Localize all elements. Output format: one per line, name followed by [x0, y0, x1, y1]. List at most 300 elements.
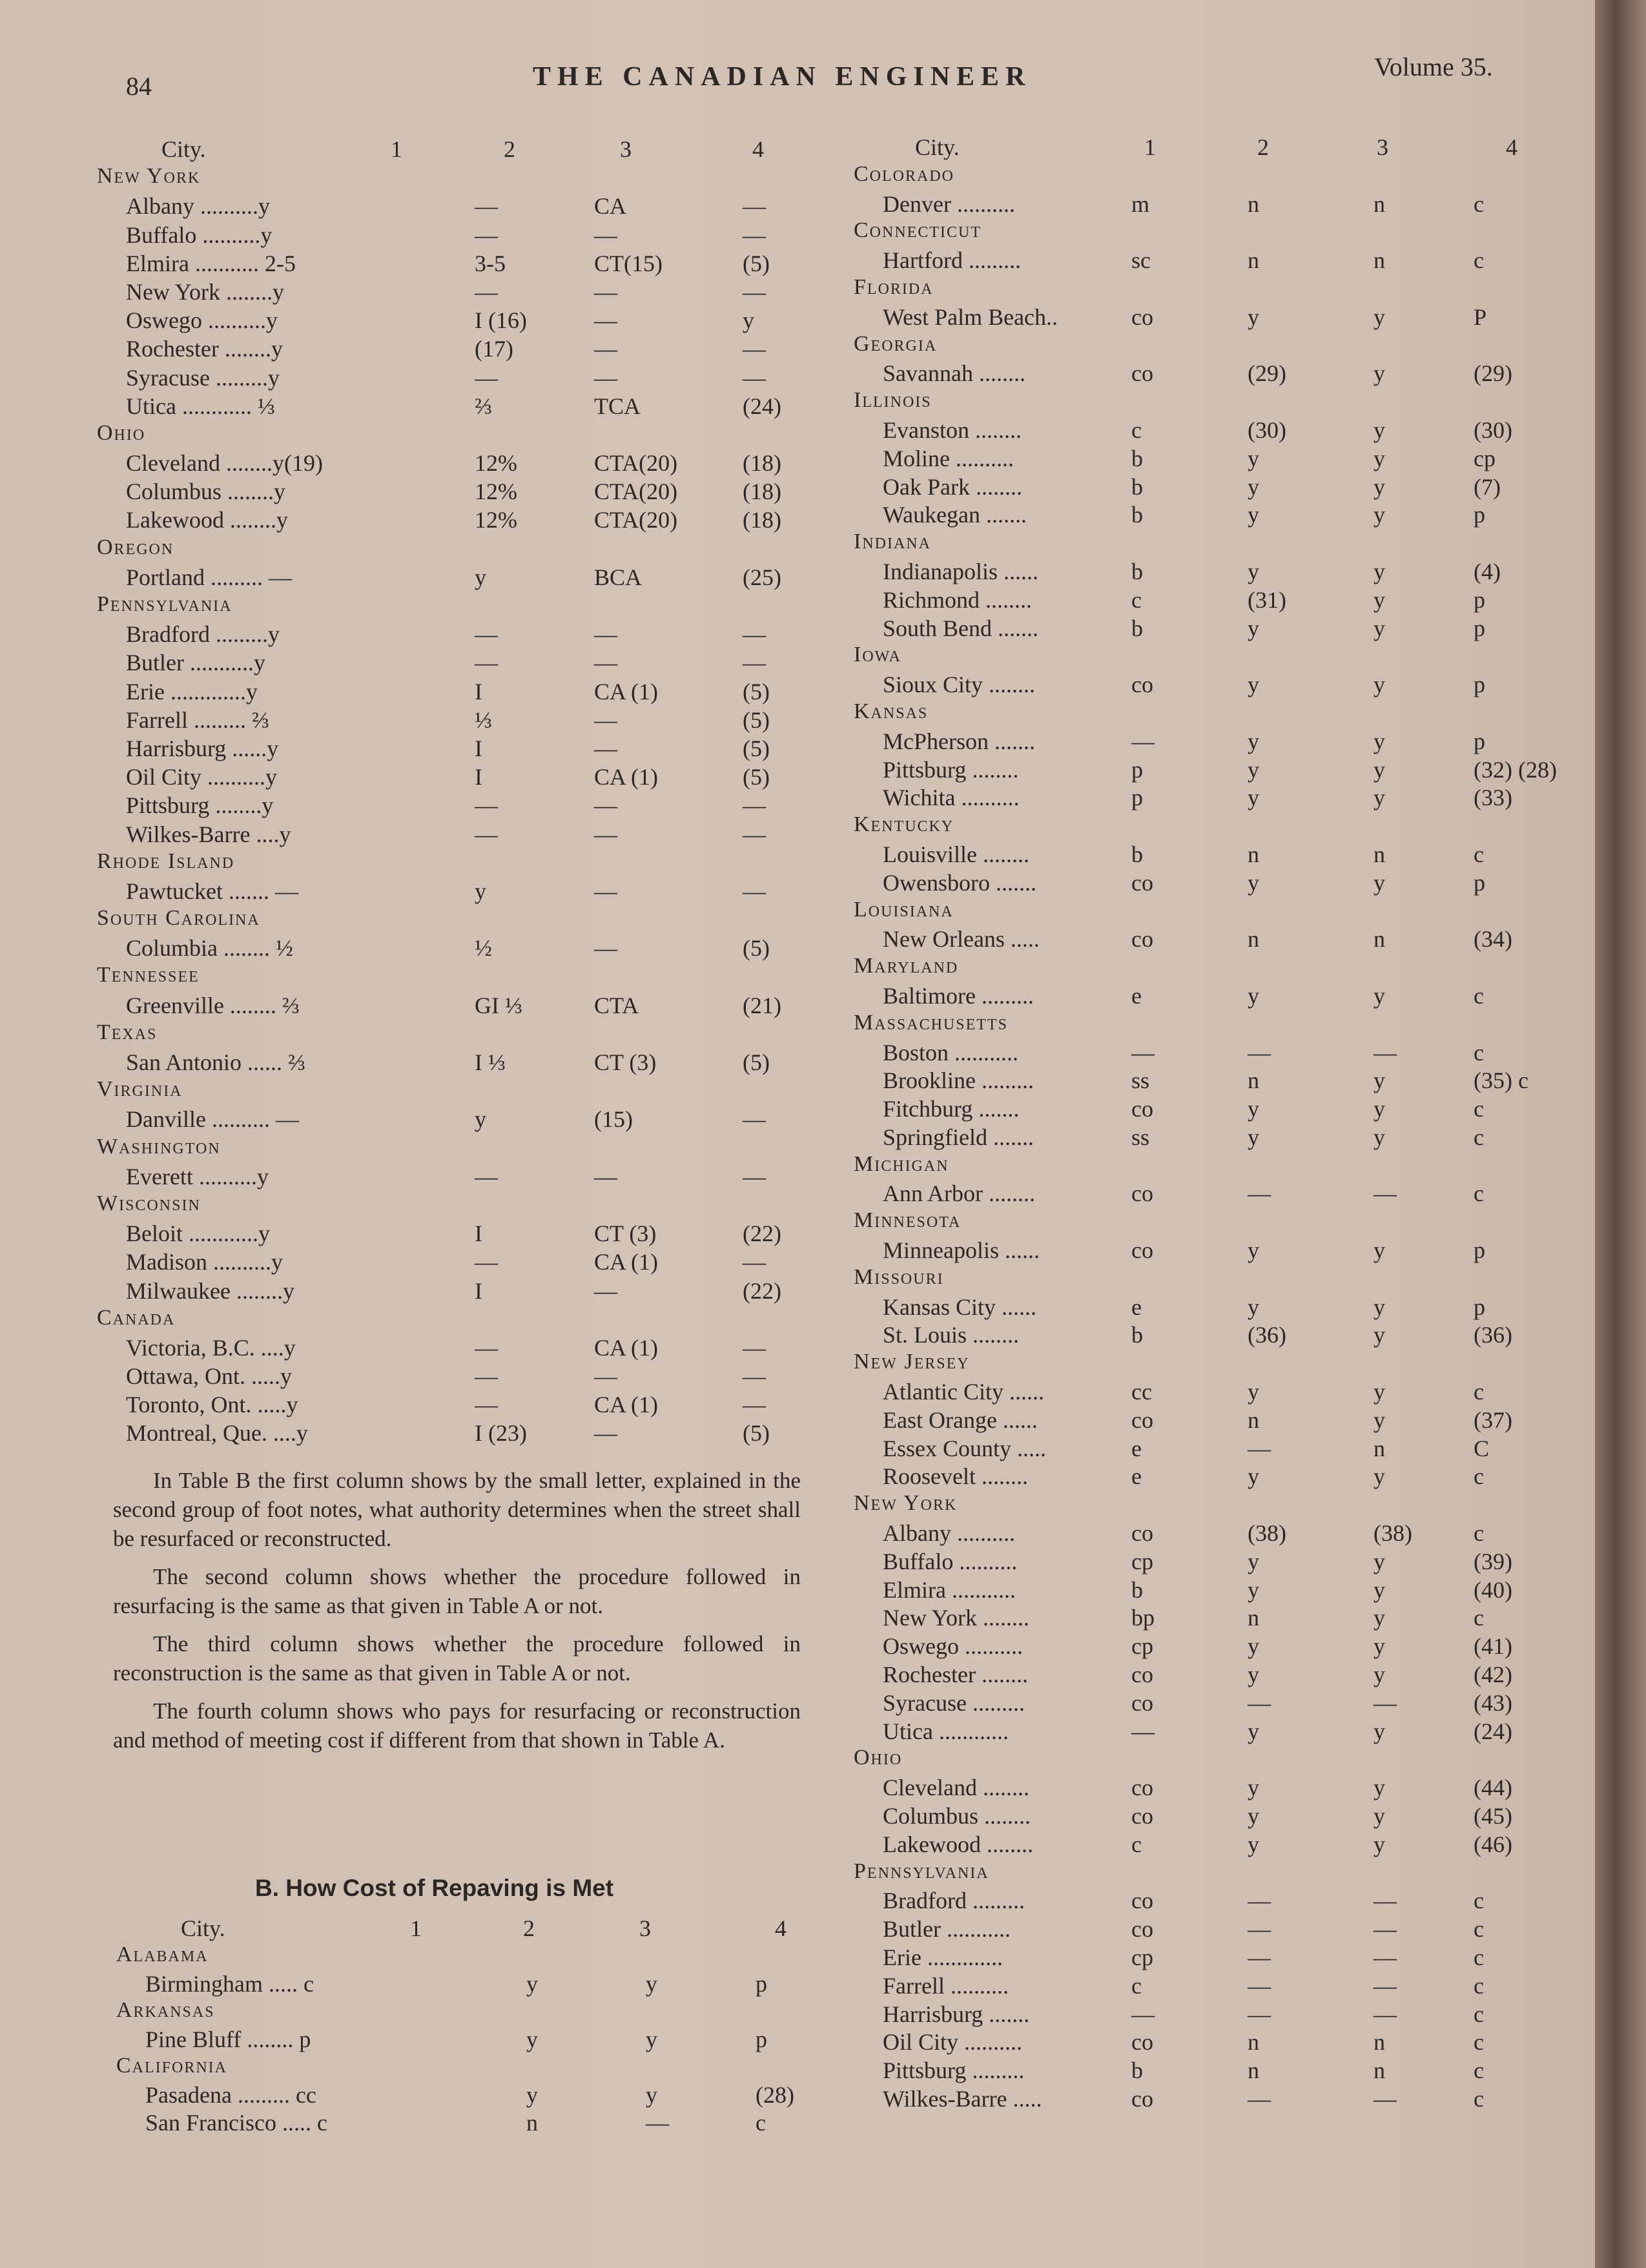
value-cell-c3: CTA(20) — [594, 450, 678, 477]
value-cell-c2: I (23) — [475, 1420, 527, 1447]
value-cell-c2: (36) — [1248, 1322, 1286, 1348]
state-name: Kentucky — [854, 812, 954, 837]
value-cell-c4: — — [743, 278, 766, 305]
value-cell-c4: c — [1474, 1124, 1484, 1150]
table-row — [97, 792, 814, 820]
value-cell-c4: — — [743, 1163, 766, 1190]
table-row — [854, 1915, 1577, 1944]
value-cell-c2: GI ⅓ — [475, 992, 522, 1018]
value-cell-c3: y — [1373, 1124, 1385, 1150]
column-header: 4 — [1506, 134, 1517, 160]
value-cell-c2: 12% — [475, 450, 517, 477]
value-cell-c4: — — [743, 621, 766, 648]
value-cell-c1: b — [1131, 473, 1143, 500]
city-cell: Denver .......... — [883, 191, 1015, 217]
state-name: Pennsylvania — [97, 592, 232, 616]
value-cell-c2: — — [1248, 1180, 1271, 1207]
state-name: Virginia — [97, 1077, 183, 1102]
value-cell-c3: y — [1373, 1379, 1385, 1405]
value-cell-c1: bp — [1131, 1605, 1155, 1631]
value-cell-c2: — — [475, 1363, 498, 1390]
city-cell: Ottawa, Ont. .....y — [126, 1363, 292, 1390]
value-cell-c2: y — [526, 2026, 538, 2052]
city-cell: Cleveland ........y(19) — [126, 450, 323, 477]
table-row — [97, 449, 814, 478]
value-cell-c1: e — [1131, 1294, 1142, 1320]
state-name: Texas — [97, 1020, 158, 1044]
value-cell-c3: — — [594, 1363, 617, 1390]
table-row — [854, 360, 1577, 388]
value-cell-c4: (32) (28) — [1474, 756, 1557, 783]
value-cell-c3: y — [1373, 558, 1385, 584]
value-cell-c2: y — [1248, 502, 1259, 528]
column-header: 3 — [1377, 134, 1388, 160]
city-cell: Utica ............ ⅓ — [126, 393, 275, 419]
value-cell-c4: c — [756, 2110, 766, 2136]
value-cell-c2: — — [1248, 2001, 1271, 2027]
value-cell-c2: (29) — [1248, 360, 1286, 387]
city-cell: Buffalo ..........y — [126, 222, 273, 248]
value-cell-c4: (18) — [743, 450, 781, 477]
city-cell: Kansas City ...... — [883, 1294, 1036, 1320]
state-name: Florida — [854, 274, 934, 299]
paragraph: The fourth column shows who pays for resurfacing or reconstruction and method of meeting cost if different from that shown in Table A. — [113, 1698, 801, 1753]
value-cell-c3: y — [1373, 1294, 1385, 1320]
column-header: 4 — [752, 136, 764, 162]
value-cell-c2: y — [475, 1106, 486, 1133]
value-cell-c2: y — [1248, 1096, 1259, 1122]
state-heading-row — [854, 1859, 1577, 1888]
value-cell-c2: (17) — [475, 336, 513, 362]
value-cell-c2: y — [1248, 1463, 1259, 1490]
value-cell-c4: cp — [1474, 445, 1496, 471]
table-header — [116, 1915, 807, 1943]
value-cell-c1: — — [1131, 728, 1155, 754]
value-cell-c2: (31) — [1248, 586, 1286, 613]
value-cell-c1: b — [1131, 445, 1143, 471]
value-cell-c2: I (16) — [475, 307, 527, 334]
city-cell: Bradford .........y — [126, 621, 280, 648]
table-row — [854, 1831, 1577, 1859]
value-cell-c2: y — [1248, 304, 1259, 330]
table-row — [854, 1887, 1577, 1915]
table-row — [854, 982, 1577, 1011]
value-cell-c4: — — [743, 336, 766, 362]
state-heading-row — [97, 421, 814, 449]
value-cell-c3: y — [1373, 445, 1385, 471]
value-cell-c3: — — [594, 336, 617, 362]
value-cell-c4: (5) — [743, 735, 770, 761]
value-cell-c4: c — [1474, 1944, 1484, 1970]
value-cell-c1: co — [1131, 869, 1153, 896]
value-cell-c2: — — [475, 1392, 498, 1418]
city-cell: McPherson ....... — [883, 728, 1035, 754]
value-cell-c4: (7) — [1474, 473, 1501, 500]
value-cell-c1: ss — [1131, 1067, 1150, 1094]
value-cell-c3: — — [594, 278, 617, 305]
value-cell-c2: — — [1248, 1689, 1271, 1716]
city-cell: Farrell ......... ⅔ — [126, 706, 269, 733]
value-cell-c2: y — [1248, 1548, 1259, 1574]
column-header: City. — [915, 134, 960, 160]
city-cell: Birmingham ..... c — [145, 1971, 314, 1997]
value-cell-c3: n — [1373, 247, 1385, 274]
city-cell: Columbus ........ — [883, 1803, 1031, 1830]
value-cell-c1: p — [1131, 785, 1143, 811]
value-cell-c3: y — [1373, 1096, 1385, 1122]
value-cell-c3: TCA — [594, 393, 641, 419]
city-cell: Harrisburg ....... — [883, 2001, 1030, 2027]
value-cell-c3: y — [646, 1971, 657, 1997]
city-cell: Albany .......... — [883, 1520, 1015, 1547]
table-row — [854, 1237, 1577, 1265]
value-cell-c1: co — [1131, 926, 1153, 953]
value-cell-c2: y — [1248, 1831, 1259, 1857]
value-cell-c4: (28) — [756, 2082, 794, 2108]
value-cell-c4: c — [1474, 2085, 1484, 2112]
value-cell-c4: c — [1474, 247, 1484, 274]
value-cell-c1: c — [1131, 417, 1142, 443]
city-cell: Pine Bluff ........ p — [145, 2026, 311, 2052]
state-heading-row — [854, 218, 1577, 247]
value-cell-c2: n — [1248, 926, 1259, 953]
value-cell-c4: — — [743, 1392, 766, 1418]
value-cell-c4: (5) — [743, 935, 770, 962]
value-cell-c2: — — [475, 278, 498, 305]
city-cell: Everett ..........y — [126, 1163, 269, 1190]
table-row — [854, 2028, 1577, 2057]
value-cell-c4: (5) — [743, 1420, 770, 1447]
table-row — [854, 304, 1577, 332]
value-cell-c4: c — [1474, 1605, 1484, 1631]
city-cell: Ann Arbor ........ — [883, 1180, 1035, 1207]
column-header: 2 — [1257, 134, 1269, 160]
value-cell-c2: I — [475, 764, 482, 790]
value-cell-c2: ½ — [475, 935, 492, 962]
table-row — [854, 191, 1577, 219]
table-row — [97, 250, 814, 278]
table-row — [854, 1321, 1577, 1350]
value-cell-c4: (34) — [1474, 926, 1512, 953]
value-cell-c4: c — [1474, 191, 1484, 217]
table-row — [854, 1463, 1577, 1491]
value-cell-c4: (35) c — [1474, 1067, 1528, 1094]
value-cell-c4: (33) — [1474, 785, 1512, 811]
city-cell: Pasadena ......... cc — [145, 2082, 316, 2108]
value-cell-c2: y — [1248, 1718, 1259, 1744]
value-cell-c4: (5) — [743, 1049, 770, 1075]
value-cell-c4: p — [1474, 728, 1485, 754]
city-cell: Utica ............ — [883, 1718, 1009, 1744]
city-cell: Sioux City ........ — [883, 672, 1036, 698]
city-cell: St. Louis ........ — [883, 1322, 1020, 1348]
table-row — [854, 1548, 1577, 1576]
state-name: Rhode Island — [97, 849, 235, 873]
value-cell-c3: n — [1373, 926, 1385, 953]
value-cell-c3: y — [1373, 1775, 1385, 1801]
value-cell-c1: b — [1131, 502, 1143, 528]
table-b — [116, 1915, 807, 2137]
state-name: Michigan — [854, 1151, 949, 1176]
city-cell: Pittsburg ........y — [126, 792, 274, 819]
value-cell-c3: y — [1373, 1718, 1385, 1744]
table-row — [97, 364, 814, 393]
state-heading-row — [97, 1306, 814, 1334]
table-row — [97, 1277, 814, 1306]
city-cell: Waukegan ....... — [883, 502, 1027, 528]
value-cell-c3: CA (1) — [594, 678, 658, 705]
state-name: Canada — [97, 1305, 176, 1330]
table-row — [97, 564, 814, 592]
value-cell-c2: — — [475, 364, 498, 391]
value-cell-c2: y — [1248, 756, 1259, 783]
value-cell-c3: — — [594, 1277, 617, 1304]
table-row — [97, 1391, 814, 1419]
column-header: 1 — [410, 1915, 422, 1941]
value-cell-c2: y — [475, 878, 486, 904]
city-cell: Springfield ....... — [883, 1124, 1034, 1150]
city-cell: Portland ......... — — [126, 564, 292, 590]
state-heading-row — [97, 1191, 814, 1220]
state-name: Colorado — [854, 161, 955, 186]
table-b-continued — [854, 134, 1577, 2114]
column-header: 4 — [775, 1915, 787, 1941]
city-cell: Baltimore ......... — [883, 982, 1034, 1009]
value-cell-c3: CTA — [594, 992, 639, 1018]
value-cell-c3: n — [1373, 2057, 1385, 2084]
table-row — [97, 934, 814, 963]
value-cell-c2: ⅓ — [475, 706, 492, 733]
table-row — [854, 1124, 1577, 1152]
value-cell-c4: (25) — [743, 564, 781, 590]
value-cell-c1: cp — [1131, 1944, 1153, 1970]
state-name: New York — [854, 1491, 958, 1516]
value-cell-c4: (42) — [1474, 1662, 1512, 1688]
value-cell-c3: — — [1373, 1689, 1397, 1716]
table-row — [116, 2026, 807, 2054]
page-number: 84 — [126, 72, 152, 101]
city-cell: Brookline ......... — [883, 1067, 1034, 1094]
value-cell-c2: I — [475, 735, 482, 761]
value-cell-c4: p — [1474, 502, 1485, 528]
table-row — [97, 1419, 814, 1448]
value-cell-c4: — — [743, 193, 766, 220]
value-cell-c2: y — [1248, 1237, 1259, 1264]
value-cell-c1: cp — [1131, 1548, 1153, 1574]
table-row — [854, 247, 1577, 275]
state-heading-row — [854, 388, 1577, 417]
value-cell-c4: p — [1474, 869, 1485, 896]
value-cell-c4: c — [1474, 841, 1484, 867]
value-cell-c4: (29) — [1474, 360, 1512, 387]
value-cell-c2: n — [1248, 841, 1259, 867]
column-header: 1 — [1144, 134, 1156, 160]
value-cell-c2: y — [1248, 615, 1259, 641]
value-cell-c2: — — [475, 821, 498, 847]
table-row — [97, 1049, 814, 1077]
value-cell-c2: n — [1248, 191, 1259, 217]
value-cell-c2: y — [1248, 1803, 1259, 1830]
value-cell-c2: y — [1248, 1662, 1259, 1688]
state-heading-row — [854, 332, 1577, 360]
state-heading-row — [854, 1011, 1577, 1039]
table-row — [116, 2109, 807, 2137]
value-cell-c2: ⅔ — [475, 393, 492, 419]
table-row — [854, 1718, 1577, 1746]
value-cell-c3: y — [1373, 1322, 1385, 1348]
city-cell: New Orleans ..... — [883, 926, 1040, 953]
city-cell: New York ........ — [883, 1605, 1030, 1631]
value-cell-c4: — — [743, 1249, 766, 1275]
column-header: 3 — [639, 1915, 651, 1941]
column-header: City. — [181, 1915, 225, 1941]
city-cell: Louisville ........ — [883, 841, 1029, 867]
table-row — [97, 307, 814, 335]
city-cell: West Palm Beach.. — [883, 304, 1058, 330]
value-cell-c2: y — [1248, 1294, 1259, 1320]
state-heading-row — [97, 963, 814, 991]
state-name: Minnesota — [854, 1208, 962, 1233]
table-row — [854, 2085, 1577, 2114]
value-cell-c2: — — [475, 193, 498, 220]
city-cell: Columbia ........ ½ — [126, 935, 293, 962]
value-cell-c2: 12% — [475, 507, 517, 533]
city-cell: Cleveland ........ — [883, 1775, 1029, 1801]
state-name: Louisiana — [854, 897, 954, 922]
value-cell-c4: (36) — [1474, 1322, 1512, 1348]
table-row — [97, 1163, 814, 1191]
value-cell-c2: I — [475, 678, 482, 705]
value-cell-c3: y — [1373, 1548, 1385, 1574]
value-cell-c1: b — [1131, 2057, 1143, 2084]
state-name: New Jersey — [854, 1350, 970, 1374]
value-cell-c2: — — [475, 650, 498, 676]
table-row — [97, 506, 814, 535]
value-cell-c2: — — [475, 1249, 498, 1275]
value-cell-c2: y — [1248, 728, 1259, 754]
table-row — [97, 621, 814, 649]
value-cell-c3: y — [1373, 1605, 1385, 1631]
city-cell: Butler ........... — [883, 1916, 1011, 1943]
value-cell-c2: — — [1248, 1039, 1271, 1066]
state-heading-row — [116, 1998, 807, 2026]
value-cell-c1: co — [1131, 1775, 1153, 1801]
state-heading-row — [97, 164, 814, 192]
value-cell-c3: — — [594, 1163, 617, 1190]
value-cell-c1: — — [1131, 2001, 1155, 2027]
city-cell: Toronto, Ont. .....y — [126, 1392, 298, 1418]
table-row — [854, 1633, 1577, 1661]
table-row — [854, 1689, 1577, 1718]
value-cell-c4: (30) — [1474, 417, 1512, 443]
value-cell-c3: n — [1373, 841, 1385, 867]
state-name: California — [116, 2054, 228, 2077]
value-cell-c2: y — [1248, 1576, 1259, 1603]
city-cell: Fitchburg ....... — [883, 1096, 1020, 1122]
value-cell-c4: p — [1474, 672, 1485, 698]
value-cell-c4: (5) — [743, 706, 770, 733]
table-row — [854, 1039, 1577, 1067]
city-cell: Moline .......... — [883, 445, 1014, 471]
city-cell: Wilkes-Barre ..... — [883, 2085, 1042, 2112]
value-cell-c2: n — [526, 2110, 538, 2136]
value-cell-c1: co — [1131, 1237, 1153, 1264]
city-cell: Rochester ........y — [126, 336, 283, 362]
city-cell: Lakewood ........ — [883, 1831, 1033, 1857]
value-cell-c1: co — [1131, 1520, 1153, 1547]
table-row — [854, 1576, 1577, 1605]
value-cell-c1: co — [1131, 2085, 1153, 2112]
value-cell-c2: y — [1248, 785, 1259, 811]
city-cell: Savannah ........ — [883, 360, 1025, 387]
value-cell-c3: — — [594, 878, 617, 904]
city-cell: Albany ..........y — [126, 193, 270, 220]
value-cell-c4: c — [1474, 1972, 1484, 1999]
table-row — [854, 417, 1577, 445]
state-name: Indiana — [854, 530, 931, 554]
value-cell-c3: — — [594, 307, 617, 334]
state-heading-row — [854, 162, 1577, 191]
table-row — [854, 1067, 1577, 1095]
column-header: City. — [161, 136, 206, 162]
value-cell-c4: P — [1474, 304, 1487, 330]
value-cell-c3: y — [1373, 417, 1385, 443]
table-row — [854, 1407, 1577, 1435]
value-cell-c4: p — [1474, 1237, 1485, 1264]
paragraph: The second column shows whether the procedure followed in resurfacing is the same as that given in Table A or not. — [113, 1564, 801, 1618]
value-cell-c3: y — [1373, 615, 1385, 641]
value-cell-c2: y — [1248, 1775, 1259, 1801]
value-cell-c4: (18) — [743, 507, 781, 533]
column-header: 3 — [620, 136, 632, 162]
value-cell-c3: — — [1373, 2085, 1397, 2112]
value-cell-c2: y — [1248, 473, 1259, 500]
value-cell-c2: — — [1248, 2085, 1271, 2112]
city-cell: Montreal, Que. ....y — [126, 1420, 308, 1447]
state-name: Ohio — [854, 1746, 903, 1770]
state-heading-row — [854, 1265, 1577, 1294]
table-row — [854, 558, 1577, 586]
value-cell-c2: y — [1248, 1379, 1259, 1405]
value-cell-c3: y — [646, 2026, 657, 2052]
value-cell-c3: (38) — [1373, 1520, 1412, 1547]
paragraph: The third column shows whether the procedure followed in reconstruction is the same as that given in Table A or not. — [113, 1631, 801, 1686]
value-cell-c4: p — [756, 2026, 767, 2052]
value-cell-c4: (46) — [1474, 1831, 1512, 1857]
city-cell: Bradford ......... — [883, 1888, 1025, 1914]
table-row — [97, 706, 814, 735]
value-cell-c3: CTA(20) — [594, 507, 678, 533]
value-cell-c4: — — [743, 364, 766, 391]
value-cell-c4: c — [1474, 1463, 1484, 1490]
value-cell-c3: — — [646, 2110, 669, 2136]
state-heading-row — [97, 849, 814, 878]
value-cell-c3: — — [1373, 1916, 1397, 1943]
table-row — [854, 1604, 1577, 1633]
value-cell-c3: — — [1373, 1039, 1397, 1066]
value-cell-c1: — — [1131, 1039, 1155, 1066]
value-cell-c3: CT (3) — [594, 1221, 657, 1247]
city-cell: Indianapolis ...... — [883, 558, 1038, 584]
city-cell: Pawtucket ....... — — [126, 878, 298, 904]
column-header: 1 — [391, 136, 402, 162]
value-cell-c3: — — [594, 222, 617, 248]
city-cell: Minneapolis ...... — [883, 1237, 1040, 1264]
table-row — [854, 756, 1577, 785]
city-cell: Atlantic City ...... — [883, 1379, 1044, 1405]
value-cell-c4: (39) — [1474, 1548, 1512, 1574]
state-heading-row — [854, 1152, 1577, 1180]
